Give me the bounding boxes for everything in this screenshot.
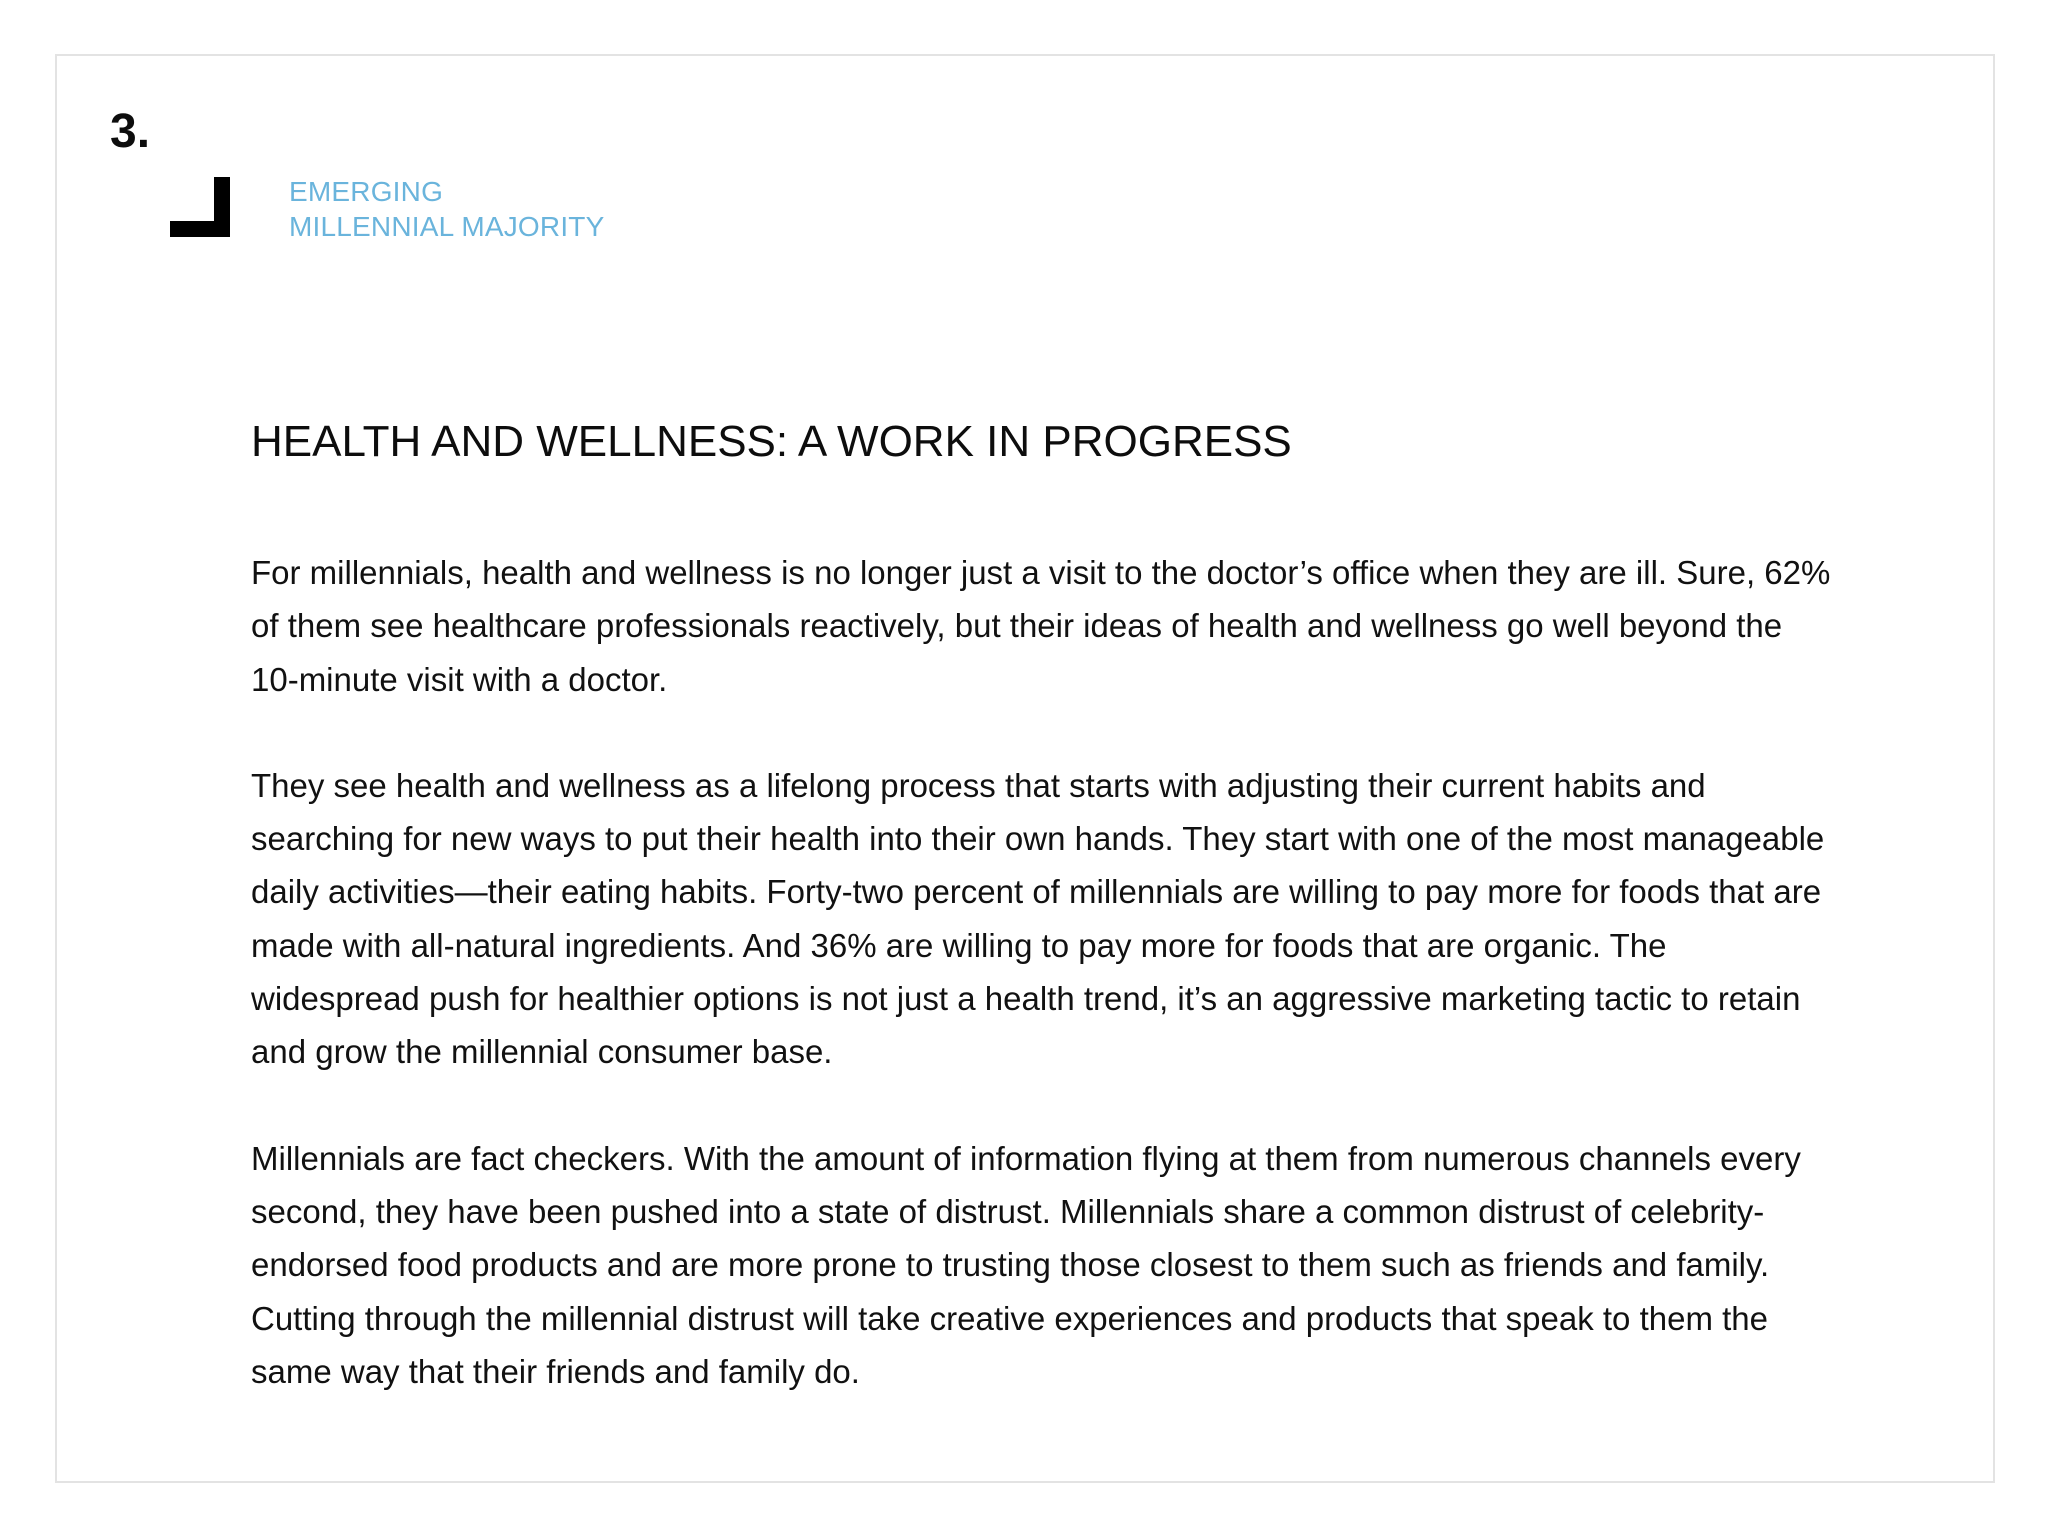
- paragraph-3: Millennials are fact checkers. With the amount of information flying at them from numerous channels every second, they have been pushed into a state of distrust. Millennials share a common distrust of celebrity-endorsed food products and are more prone to trusting those closest to them such as friends and family. Cutting through the millennial distrust will take creative experiences and products that speak to them the same way that their friends and family do.: [251, 1139, 1801, 1390]
- body-text: [251, 546, 1831, 1451]
- section-label-line-2: MILLENNIAL MAJORITY: [289, 211, 605, 242]
- section-number: 3.: [110, 105, 151, 158]
- paragraph-2: They see health and wellness as a lifelong process that starts with adjusting their current habits and searching for new ways to put their health into their own hands. They start with one of the most manageable daily activities—their eating habits. Forty-two percent of millennials are willing to pay more for foods that are made with all-natural ingredients. And 36% are willing to pay more for foods that are organic. The widespread push for healthier options is not just a health trend, it’s an aggressive marketing tactic to retain and grow the millennial consumer base.: [251, 766, 1825, 1071]
- paragraph-1: For millennials, health and wellness is no longer just a visit to the doctor’s office when they are ill. Sure, 62% of them see healthcare professionals reactively, but their ideas of health and wellness go well beyond the 10-minute visit with a doctor.: [251, 554, 1831, 698]
- corner-bracket-icon: [170, 177, 230, 237]
- section-label-line-1: EMERGING: [289, 176, 444, 207]
- corner-bracket-horizontal: [170, 221, 230, 237]
- page-title: HEALTH AND WELLNESS: A WORK IN PROGRESS: [251, 417, 1292, 466]
- section-label: [289, 174, 605, 244]
